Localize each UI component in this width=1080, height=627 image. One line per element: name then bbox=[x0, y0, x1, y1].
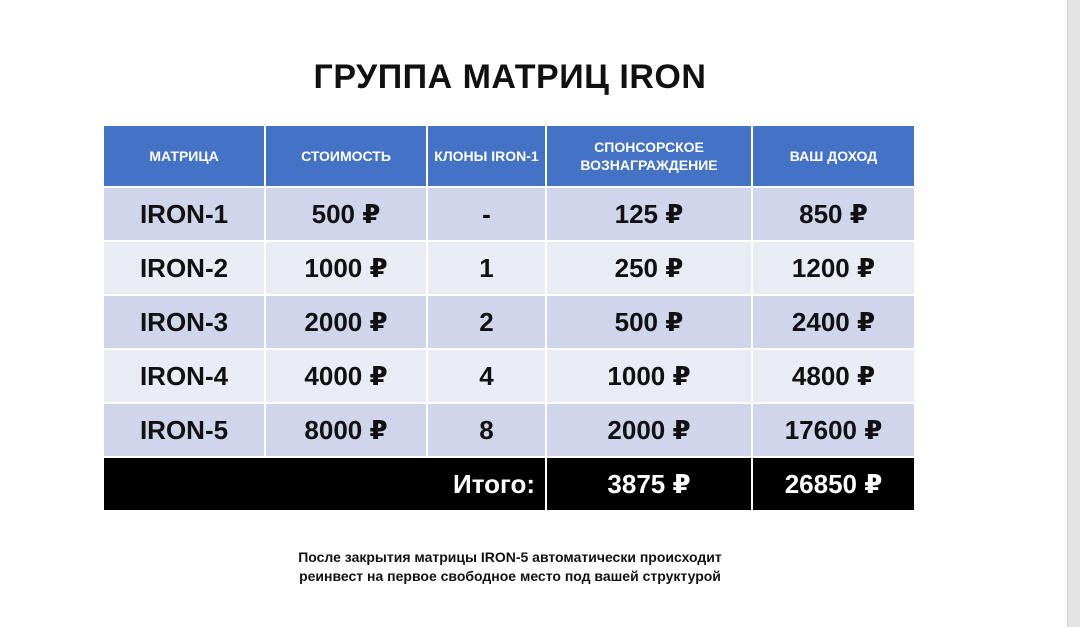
cell-cost: 4000 ₽ bbox=[265, 349, 427, 403]
cell-clones: 4 bbox=[427, 349, 546, 403]
table-row bbox=[104, 187, 914, 241]
cell-income: 4800 ₽ bbox=[752, 349, 914, 403]
column-header-matrix: МАТРИЦА bbox=[104, 126, 265, 187]
cell-cost: 2000 ₽ bbox=[265, 295, 427, 349]
cell-matrix: IRON-5 bbox=[104, 403, 265, 457]
column-header-sponsor-reward: СПОНСОРСКОЕ ВОЗНАГРАЖДЕНИЕ bbox=[546, 126, 752, 187]
table-row bbox=[104, 241, 914, 295]
total-label: Итого: bbox=[104, 457, 546, 510]
footnote-line-1: После закрытия матрицы IRON-5 автоматически происходит bbox=[298, 549, 722, 565]
table-header-row bbox=[104, 126, 914, 187]
footnote bbox=[0, 548, 1020, 586]
cell-sponsor-reward: 250 ₽ bbox=[546, 241, 752, 295]
window-edge bbox=[1067, 0, 1080, 627]
footnote-line-2: реинвест на первое свободное место под вашей структурой bbox=[299, 568, 721, 584]
cell-sponsor-reward: 1000 ₽ bbox=[546, 349, 752, 403]
column-header-cost: СТОИМОСТЬ bbox=[265, 126, 427, 187]
column-header-your-income: ВАШ ДОХОД bbox=[752, 126, 914, 187]
total-sponsor-reward: 3875 ₽ bbox=[546, 457, 752, 510]
cell-clones: 2 bbox=[427, 295, 546, 349]
cell-income: 850 ₽ bbox=[752, 187, 914, 241]
cell-matrix: IRON-3 bbox=[104, 295, 265, 349]
cell-cost: 500 ₽ bbox=[265, 187, 427, 241]
table-row bbox=[104, 349, 914, 403]
cell-clones: 8 bbox=[427, 403, 546, 457]
matrix-table bbox=[104, 126, 914, 510]
page-title: ГРУППА МАТРИЦ IRON bbox=[313, 58, 707, 96]
table-row bbox=[104, 295, 914, 349]
cell-income: 1200 ₽ bbox=[752, 241, 914, 295]
cell-matrix: IRON-1 bbox=[104, 187, 265, 241]
cell-cost: 8000 ₽ bbox=[265, 403, 427, 457]
cell-clones: 1 bbox=[427, 241, 546, 295]
cell-income: 2400 ₽ bbox=[752, 295, 914, 349]
cell-cost: 1000 ₽ bbox=[265, 241, 427, 295]
cell-matrix: IRON-4 bbox=[104, 349, 265, 403]
cell-sponsor-reward: 125 ₽ bbox=[546, 187, 752, 241]
column-header-clones: КЛОНЫ IRON-1 bbox=[427, 126, 546, 187]
cell-sponsor-reward: 500 ₽ bbox=[546, 295, 752, 349]
total-row bbox=[104, 457, 914, 510]
cell-matrix: IRON-2 bbox=[104, 241, 265, 295]
cell-clones: - bbox=[427, 187, 546, 241]
cell-income: 17600 ₽ bbox=[752, 403, 914, 457]
cell-sponsor-reward: 2000 ₽ bbox=[546, 403, 752, 457]
table-row bbox=[104, 403, 914, 457]
total-income: 26850 ₽ bbox=[752, 457, 914, 510]
